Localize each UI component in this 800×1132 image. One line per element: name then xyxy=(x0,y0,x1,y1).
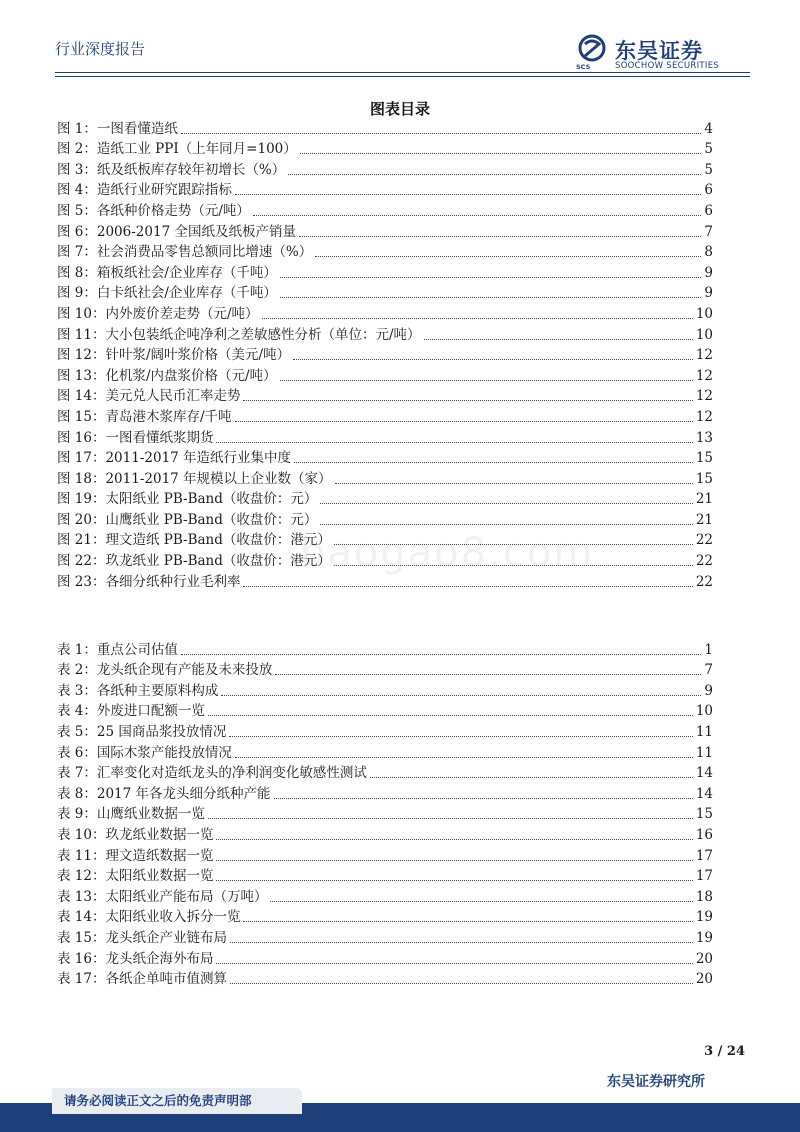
toc-entry-page: 22 xyxy=(695,553,713,570)
toc-entry-page: 14 xyxy=(695,785,713,802)
watermark: baogao8.com xyxy=(300,530,595,576)
toc-entry-page: 6 xyxy=(704,202,713,219)
toc-entry-label: 图 23：各细分纸种行业毛利率 xyxy=(57,573,241,590)
toc-entry-label: 图 3：纸及纸板库存较年初增长（%） xyxy=(57,161,286,178)
toc-entry-page: 1 xyxy=(704,641,713,658)
toc-entry-page: 12 xyxy=(695,347,713,364)
toc-dot-leader xyxy=(181,654,702,655)
toc-entry-label: 表 6：国际木浆产能投放情况 xyxy=(57,744,232,761)
toc-entry-label: 图 11：大小包装纸企吨净利之差敏感性分析（单位：元/吨） xyxy=(57,326,421,343)
toc-entry-label: 表 5：25 国商品浆投放情况 xyxy=(57,723,227,740)
toc-entry[interactable] xyxy=(57,679,713,700)
company-logo xyxy=(575,34,750,74)
toc-entry[interactable] xyxy=(57,700,713,721)
toc-entry[interactable] xyxy=(57,885,713,906)
toc-entry-page: 13 xyxy=(695,429,713,446)
toc-dot-leader xyxy=(243,400,692,401)
toc-entry-label: 表 10：玖龙纸业数据一览 xyxy=(57,826,214,843)
toc-entry-page: 12 xyxy=(695,388,713,405)
toc-dot-leader xyxy=(293,359,693,360)
toc-dot-leader xyxy=(221,695,701,696)
toc-entry[interactable] xyxy=(57,488,713,509)
toc-entry-page: 10 xyxy=(695,326,713,343)
toc-entry-page: 17 xyxy=(695,868,713,885)
toc-entry[interactable] xyxy=(57,261,713,282)
toc-dot-leader xyxy=(280,297,701,298)
toc-entry-page: 10 xyxy=(695,305,713,322)
toc-entry-page: 12 xyxy=(695,408,713,425)
toc-entry-page: 22 xyxy=(695,532,713,549)
toc-entry-page: 16 xyxy=(695,826,713,843)
toc-dot-leader xyxy=(424,339,693,340)
toc-entry-label: 图 15：青岛港木浆库存/千吨 xyxy=(57,408,232,425)
header-rule xyxy=(55,72,750,73)
toc-entry-label: 表 15：龙头纸企产业链布局 xyxy=(57,929,227,946)
toc-entry-page: 5 xyxy=(704,141,713,158)
header-section-label: 行业深度报告 xyxy=(55,40,146,58)
toc-entry-page: 15 xyxy=(695,806,713,823)
toc-entry[interactable] xyxy=(57,426,713,447)
figure-toc-list xyxy=(57,117,713,591)
toc-dot-leader xyxy=(235,421,693,422)
toc-entry-label: 图 6：2006-2017 全国纸及纸板产销量 xyxy=(57,223,296,240)
toc-dot-leader xyxy=(275,674,701,675)
footer-institute: 东吴证券研究所 xyxy=(607,1074,705,1090)
toc-dot-leader xyxy=(280,277,701,278)
toc-entry-page: 20 xyxy=(695,950,713,967)
toc-entry-page: 9 xyxy=(704,285,713,302)
toc-entry-label: 图 1：一图看懂造纸 xyxy=(57,120,178,137)
toc-entry-page: 4 xyxy=(704,120,713,137)
toc-entry-label: 图 2：造纸工业 PPI（上年同月=100） xyxy=(57,141,297,158)
toc-entry-page: 17 xyxy=(695,847,713,864)
toc-entry[interactable] xyxy=(57,844,713,865)
toc-dot-leader xyxy=(216,860,692,861)
toc-dot-leader xyxy=(320,503,692,504)
toc-entry[interactable] xyxy=(57,638,713,659)
toc-dot-leader xyxy=(299,236,701,237)
toc-entry-page: 10 xyxy=(695,703,713,720)
toc-entry-label: 图 4：造纸行业研究跟踪指标 xyxy=(57,182,232,199)
toc-dot-leader xyxy=(370,777,693,778)
toc-dot-leader xyxy=(216,442,692,443)
toc-entry-label: 表 12：太阳纸业数据一览 xyxy=(57,868,214,885)
toc-dot-leader xyxy=(315,256,701,257)
toc-entry[interactable] xyxy=(57,241,713,262)
toc-entry[interactable] xyxy=(57,344,713,365)
footer-disclaimer: 请务必阅读正文之后的免责声明部 xyxy=(52,1088,302,1114)
toc-entry[interactable] xyxy=(57,659,713,680)
logo-chinese-name: 东吴证券 xyxy=(615,39,703,63)
logo-abbreviation: SCS xyxy=(576,63,591,71)
toc-entry-label: 图 9：白卡纸社会/企业库存（千吨） xyxy=(57,285,277,302)
toc-entry[interactable] xyxy=(57,405,713,426)
toc-entry[interactable] xyxy=(57,823,713,844)
toc-entry-label: 图 8：箱板纸社会/企业库存（千吨） xyxy=(57,264,277,281)
toc-title: 图表目录 xyxy=(369,100,430,118)
toc-dot-leader xyxy=(294,462,693,463)
toc-dot-leader xyxy=(208,818,693,819)
toc-entry-page: 11 xyxy=(695,744,713,761)
toc-entry-label: 图 10：内外废价差走势（元/吨） xyxy=(57,305,259,322)
header-rule-thin xyxy=(55,76,750,77)
toc-entry-label: 表 4：外废进口配额一览 xyxy=(57,703,205,720)
toc-dot-leader xyxy=(274,798,693,799)
toc-entry-label: 图 21：理文造纸 PB-Band（收盘价：港元） xyxy=(57,532,331,549)
toc-dot-leader xyxy=(320,524,692,525)
toc-entry-page: 18 xyxy=(695,888,713,905)
toc-entry[interactable] xyxy=(57,741,713,762)
table-toc-list xyxy=(57,638,713,988)
toc-entry[interactable] xyxy=(57,803,713,824)
toc-entry-label: 图 20：山鹰纸业 PB-Band（收盘价：元） xyxy=(57,511,318,528)
toc-entry-page: 9 xyxy=(704,264,713,281)
toc-entry-page: 7 xyxy=(704,223,713,240)
toc-entry-label: 表 9：山鹰纸业数据一览 xyxy=(57,806,205,823)
toc-entry-page: 21 xyxy=(695,511,713,528)
toc-dot-leader xyxy=(243,586,692,587)
toc-dot-leader xyxy=(230,942,693,943)
toc-entry-page: 19 xyxy=(695,929,713,946)
toc-dot-leader xyxy=(208,715,693,716)
toc-entry[interactable] xyxy=(57,302,713,323)
toc-entry-label: 图 18：2011-2017 年规模以上企业数（家） xyxy=(57,470,332,487)
toc-dot-leader xyxy=(300,153,702,154)
toc-entry-label: 图 22：玖龙纸业 PB-Band（收盘价：港元） xyxy=(57,553,331,570)
toc-dot-leader xyxy=(288,174,701,175)
toc-entry[interactable] xyxy=(57,782,713,803)
toc-entry-page: 12 xyxy=(695,367,713,384)
toc-entry-page: 9 xyxy=(704,682,713,699)
toc-entry[interactable] xyxy=(57,364,713,385)
toc-dot-leader xyxy=(216,963,692,964)
toc-dot-leader xyxy=(253,215,701,216)
toc-entry-label: 表 16：龙头纸企海外布局 xyxy=(57,950,214,967)
toc-entry-label: 图 13：化机浆/内盘浆价格（元/吨） xyxy=(57,367,277,384)
toc-entry-label: 表 14：太阳纸业收入拆分一览 xyxy=(57,909,241,926)
toc-entry-label: 表 7：汇率变化对造纸龙头的净利润变化敏感性测试 xyxy=(57,765,367,782)
toc-dot-leader xyxy=(181,133,702,134)
toc-dot-leader xyxy=(229,736,692,737)
toc-entry[interactable] xyxy=(57,220,713,241)
toc-entry-page: 21 xyxy=(695,491,713,508)
toc-entry[interactable] xyxy=(57,762,713,783)
toc-dot-leader xyxy=(243,921,692,922)
toc-entry[interactable] xyxy=(57,947,713,968)
toc-entry-label: 图 14：美元兑人民币汇率走势 xyxy=(57,388,241,405)
toc-entry[interactable] xyxy=(57,158,713,179)
logo-english-name: SOOCHOW SECURITIES xyxy=(615,61,720,71)
toc-entry-page: 6 xyxy=(704,182,713,199)
toc-entry-label: 图 7：社会消费品零售总额同比增速（%） xyxy=(57,244,313,261)
toc-entry-label: 图 19：太阳纸业 PB-Band（收盘价：元） xyxy=(57,491,318,508)
toc-entry-label: 表 17：各纸企单吨市值测算 xyxy=(57,971,227,988)
toc-entry-label: 图 16：一图看懂纸浆期货 xyxy=(57,429,214,446)
toc-entry-label: 图 5：各纸种价格走势（元/吨） xyxy=(57,202,250,219)
toc-entry[interactable] xyxy=(57,926,713,947)
toc-entry-page: 14 xyxy=(695,765,713,782)
toc-entry-label: 表 2：龙头纸企现有产能及未来投放 xyxy=(57,662,273,679)
toc-entry-label: 表 13：太阳纸业产能布局（万吨） xyxy=(57,888,268,905)
toc-entry[interactable] xyxy=(57,968,713,989)
toc-entry[interactable] xyxy=(57,323,713,344)
toc-dot-leader xyxy=(235,194,702,195)
toc-entry[interactable] xyxy=(57,117,713,138)
toc-entry[interactable] xyxy=(57,179,713,200)
toc-entry-label: 表 8：2017 年各龙头细分纸种产能 xyxy=(57,785,271,802)
toc-dot-leader xyxy=(216,839,692,840)
toc-entry-page: 22 xyxy=(695,573,713,590)
toc-entry[interactable] xyxy=(57,720,713,741)
toc-entry[interactable] xyxy=(57,138,713,159)
toc-dot-leader xyxy=(230,983,693,984)
toc-dot-leader xyxy=(235,757,693,758)
toc-entry-page: 15 xyxy=(695,470,713,487)
toc-entry-page: 5 xyxy=(704,161,713,178)
toc-entry-page: 20 xyxy=(695,971,713,988)
toc-dot-leader xyxy=(280,380,693,381)
toc-entry[interactable] xyxy=(57,467,713,488)
page-number: 3 / 24 xyxy=(704,1044,745,1059)
toc-entry[interactable] xyxy=(57,199,713,220)
toc-dot-leader xyxy=(270,901,692,902)
toc-entry-page: 15 xyxy=(695,450,713,467)
toc-entry[interactable] xyxy=(57,865,713,886)
toc-entry-page: 19 xyxy=(695,909,713,926)
toc-entry-label: 图 12：针叶浆/阔叶浆价格（美元/吨） xyxy=(57,347,291,364)
toc-entry-label: 表 1：重点公司估值 xyxy=(57,641,178,658)
toc-entry-label: 图 17：2011-2017 年造纸行业集中度 xyxy=(57,450,292,467)
toc-entry-page: 8 xyxy=(704,244,713,261)
toc-dot-leader xyxy=(216,880,692,881)
toc-entry-label: 表 3：各纸种主要原料构成 xyxy=(57,682,219,699)
toc-entry[interactable] xyxy=(57,508,713,529)
toc-entry-label: 表 11：理文造纸数据一览 xyxy=(57,847,214,864)
toc-entry-page: 7 xyxy=(704,662,713,679)
toc-dot-leader xyxy=(262,318,693,319)
toc-dot-leader xyxy=(335,483,693,484)
toc-entry-page: 11 xyxy=(695,723,713,740)
toc-entry[interactable] xyxy=(57,906,713,927)
toc-entry[interactable] xyxy=(57,447,713,468)
toc-entry[interactable] xyxy=(57,282,713,303)
toc-entry[interactable] xyxy=(57,385,713,406)
